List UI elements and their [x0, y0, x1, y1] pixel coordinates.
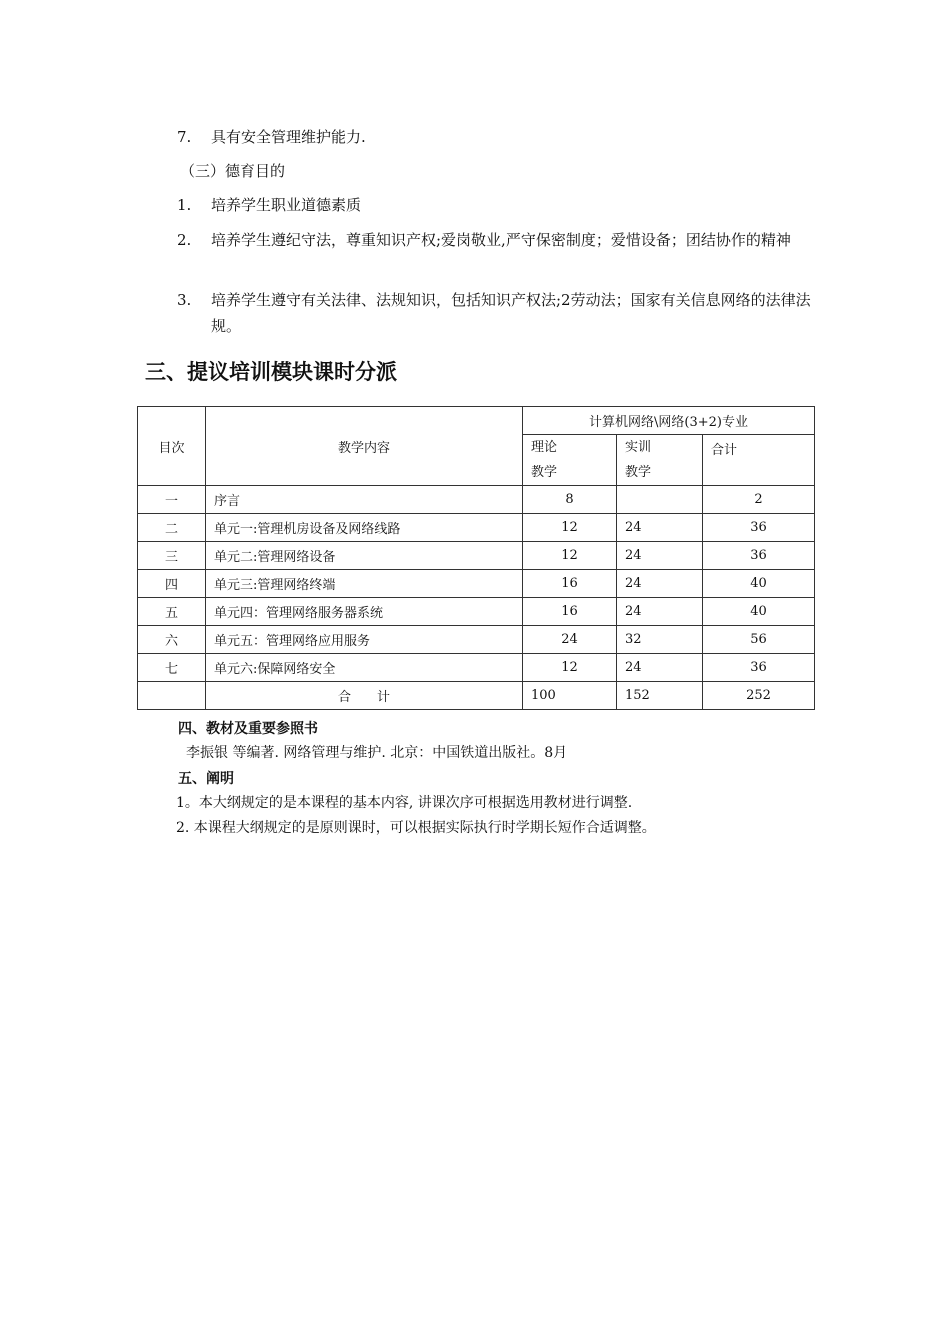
table-sum-row	[138, 682, 815, 710]
cell-practice	[617, 486, 703, 514]
cell-theory: 16	[523, 598, 617, 626]
header-theory	[523, 435, 617, 486]
cell-practice: 32	[617, 626, 703, 654]
cell-total: 36	[703, 514, 815, 542]
list-number: 3.	[177, 291, 192, 309]
header-group: 计算机网络\网络(3+2)专业	[523, 407, 815, 435]
list-number: 7.	[177, 128, 192, 146]
list-text: 培养学生职业道德素质	[211, 196, 362, 214]
cell-theory: 8	[523, 486, 617, 514]
list-number: 1.	[177, 196, 192, 214]
section-heading: 三、提议培训模块课时分派	[145, 360, 397, 384]
table-row	[138, 542, 815, 570]
table-row	[138, 486, 815, 514]
list-text: 培养学生遵纪守法，尊重知识产权;爱岗敬业,严守保密制度；爱惜设备；团结协作的精神	[211, 231, 791, 249]
header-practice-line: 实训	[625, 440, 652, 455]
cell-theory: 12	[523, 654, 617, 682]
cell-order: 四	[138, 570, 206, 598]
cell-content: 单元一:管理机房设备及网络线路	[206, 514, 523, 542]
cell-content: 单元六:保障网络安全	[206, 654, 523, 682]
cell-total: 56	[703, 626, 815, 654]
list-text: 培养学生遵守有关法律、法规知识，包括知识产权法;2劳动法；国家有关信息网络的法律法规。	[211, 291, 811, 335]
cell-content: 单元五：管理网络应用服务	[206, 626, 523, 654]
cell-sum-theory: 100	[523, 682, 617, 710]
cell-order: 二	[138, 514, 206, 542]
table-row	[138, 654, 815, 682]
table-row	[138, 626, 815, 654]
header-theory-line: 理论	[531, 440, 558, 455]
cell-practice: 24	[617, 654, 703, 682]
cell-practice: 24	[617, 598, 703, 626]
header-total: 合计	[703, 435, 815, 486]
hours-table	[137, 406, 815, 710]
cell-order: 六	[138, 626, 206, 654]
cell-order-empty	[138, 682, 206, 710]
cell-content: 序言	[206, 486, 523, 514]
cell-theory: 12	[523, 542, 617, 570]
section-heading: 五、阐明	[178, 771, 234, 787]
cell-practice: 24	[617, 514, 703, 542]
cell-theory: 12	[523, 514, 617, 542]
cell-content: 单元二:管理网络设备	[206, 542, 523, 570]
list-number: 2.	[177, 231, 192, 249]
header-order: 目次	[138, 407, 206, 486]
cell-sum-total: 252	[703, 682, 815, 710]
section-heading: 四、教材及重要参照书	[178, 721, 318, 737]
list-text: 具有安全管理维护能力.	[211, 128, 366, 146]
cell-order: 五	[138, 598, 206, 626]
cell-theory: 16	[523, 570, 617, 598]
moral-heading: （三）德育目的	[180, 162, 286, 180]
cell-sum-practice: 152	[617, 682, 703, 710]
header-practice-line: 教学	[625, 465, 652, 480]
note-item: 1。本大纲规定的是本课程的基本内容, 讲课次序可根据选用教材进行调整.	[176, 795, 633, 811]
header-practice	[617, 435, 703, 486]
table-row	[138, 598, 815, 626]
note-item: 2. 本课程大纲规定的是原则课时，可以根据实际执行时学期长短作合适调整。	[176, 820, 656, 836]
table-row	[138, 570, 815, 598]
table-header-row	[138, 407, 815, 435]
cell-order: 七	[138, 654, 206, 682]
cell-total: 2	[703, 486, 815, 514]
cell-total: 40	[703, 570, 815, 598]
table-row	[138, 514, 815, 542]
cell-total: 36	[703, 654, 815, 682]
cell-content: 单元三:管理网络终端	[206, 570, 523, 598]
header-content: 教学内容	[206, 407, 523, 486]
cell-practice: 24	[617, 542, 703, 570]
reference-text: 李振银 等编著. 网络管理与维护. 北京：中国铁道出版社。8月	[186, 745, 568, 761]
cell-order: 一	[138, 486, 206, 514]
cell-order: 三	[138, 542, 206, 570]
cell-content: 单元四：管理网络服务器系统	[206, 598, 523, 626]
cell-total: 36	[703, 542, 815, 570]
cell-total: 40	[703, 598, 815, 626]
cell-practice: 24	[617, 570, 703, 598]
header-theory-line: 教学	[531, 465, 558, 480]
cell-sum-label: 合 计	[206, 682, 523, 710]
cell-theory: 24	[523, 626, 617, 654]
